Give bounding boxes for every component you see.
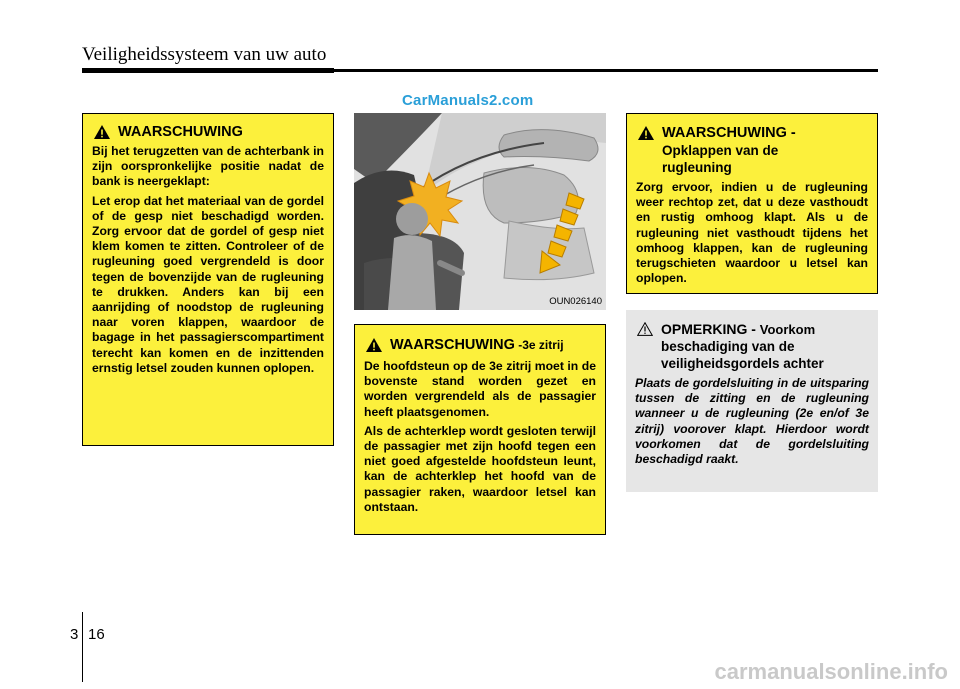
figure-code: OUN026140 — [549, 296, 602, 307]
header-rule-thick — [82, 68, 334, 73]
note-right-title-line3: veiligheidsgordels achter — [661, 356, 824, 371]
note-right-p1: Plaats de gordelsluiting in de uitsparing tussen de zitting en de rugleuning wanneer u de rugleuning (2e en/of 3e zitrij) voorover klapt. Hierdoor wordt voorkomen dat de gordelsluiting beschadigd raakt. — [635, 376, 869, 467]
warning-right-header — [638, 125, 868, 176]
warning-box-left — [82, 113, 334, 446]
warning-left-p2: Let erop dat het materiaal van de gordel of de gesp niet beschadigd worden. Zorg ervoor dat de gordel of gesp niet klem komen te zitten. Controleer of de rugleuning goed vergrendeld is door tegen de bovenzijde van de rugleuning te drukken. Anders kan bij een aanrijding of noodstop de rugleuning naar voren klappen, waardoor de bagage in het passagierscompartiment terecht kan komen en de inzittenden ernstig letsel zouden kunnen oplopen. — [92, 193, 324, 375]
warning-box-middle — [354, 324, 606, 535]
note-right-header — [637, 321, 869, 372]
seat-illustration — [354, 113, 606, 310]
caution-triangle-outline-icon — [637, 322, 653, 336]
warning-middle-title-main: WAARSCHUWING — [390, 337, 515, 353]
warning-left-title: WAARSCHUWING — [118, 124, 243, 140]
warning-middle-title-suffix: -3e zitrij — [514, 338, 564, 352]
warning-middle-p2: Als de achterklep wordt gesloten terwijl de passagier met zijn hoofd tegen een niet goed afgestelde hoofdsteun leunt, kan de achterklep het hoofd van de passagier raken, waardoor letsel kan ontstaan. — [364, 423, 596, 514]
note-right-title-line1 — [661, 321, 824, 338]
warning-middle-header — [366, 337, 596, 354]
note-right-title-line2: beschadiging van de — [661, 339, 795, 354]
note-right-title-rest: Voorkom — [759, 322, 816, 337]
warning-left-header — [94, 124, 324, 141]
watermark-top: CarManuals2.com — [402, 92, 534, 109]
warning-left-body — [92, 144, 324, 376]
header-rule — [82, 69, 878, 72]
note-right-title-label: OPMERKING - — [661, 321, 760, 337]
warning-right-title-line2: Opklappen van de — [662, 143, 779, 158]
warning-right-body — [636, 180, 868, 286]
note-right-title — [661, 321, 824, 372]
warning-triangle-icon — [366, 338, 382, 352]
page-number: 16 — [88, 626, 105, 643]
figure-folding-seat-impact — [354, 113, 606, 310]
warning-right-title — [662, 125, 796, 176]
warning-triangle-icon — [638, 126, 654, 140]
warning-left-p1: Bij het terugzetten van de achterbank in zijn oorspronkelijke positie nadat de bank is neergeklapt: — [92, 144, 324, 189]
warning-middle-title — [390, 337, 564, 354]
watermark-bottom: carmanualsonline.info — [714, 659, 948, 684]
note-right-body — [635, 376, 869, 467]
warning-middle-body — [364, 359, 596, 515]
warning-right-title-line1: WAARSCHUWING - — [662, 125, 796, 141]
page-header-title: Veiligheidssysteem van uw auto — [82, 44, 327, 65]
warning-triangle-icon — [94, 125, 110, 139]
warning-right-p1: Zorg ervoor, indien u de rugleuning weer rechtop zet, dat u deze vasthoudt en rustig omhoog klapt. Als u de rugleuning niet vasthoudt tijdens het omhoog klappen, kan de rugleuning terugschieten waardoor u letsel kan oplopen. — [636, 180, 868, 286]
warning-middle-p1: De hoofdsteun op de 3e zitrij moet in de bovenste stand worden gezet en worden vergrendeld als de passagier heeft plaatsgenomen. — [364, 359, 596, 419]
note-box-right — [626, 310, 878, 492]
warning-box-right — [626, 113, 878, 294]
page-number-divider — [82, 612, 83, 682]
warning-right-title-line3: rugleuning — [662, 160, 732, 175]
chapter-number: 3 — [70, 626, 79, 643]
